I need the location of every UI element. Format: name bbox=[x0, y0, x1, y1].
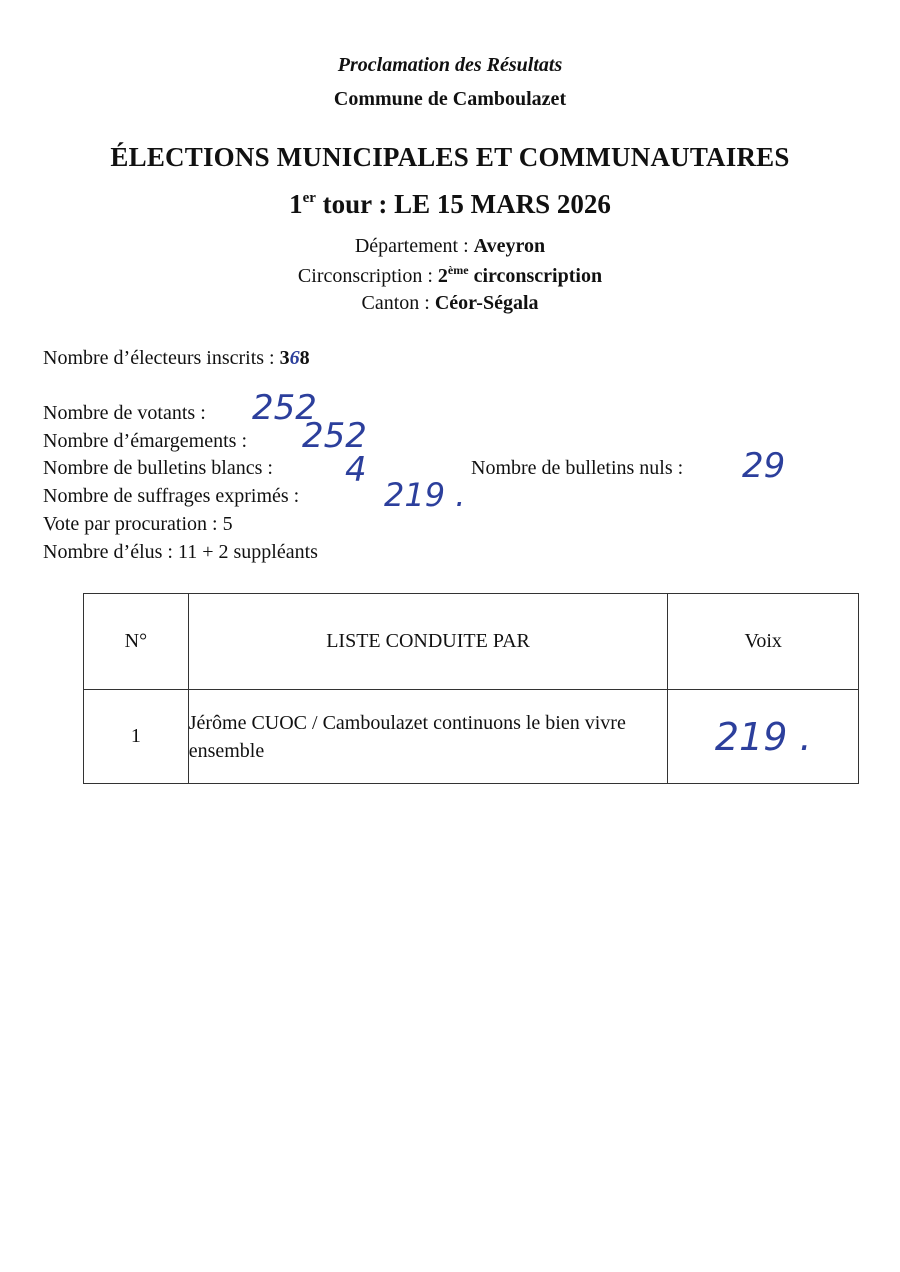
emargements-line bbox=[43, 430, 247, 453]
tour-number: 1 bbox=[289, 189, 303, 219]
table-row bbox=[84, 690, 859, 784]
exprimes-line bbox=[43, 485, 299, 508]
votants-line bbox=[43, 402, 206, 425]
blancs-line bbox=[43, 457, 273, 480]
circonscription-number: 2 bbox=[437, 265, 448, 287]
circonscription-text: circonscription bbox=[468, 265, 603, 287]
elections-title: ÉLECTIONS MUNICIPALES ET COMMUNAUTAIRES bbox=[110, 142, 790, 172]
tour-date-text: tour : LE 15 MARS 2026 bbox=[315, 189, 611, 219]
inscrits-label: Nombre d’électeurs inscrits : bbox=[43, 347, 280, 369]
tour-number-suffix: er bbox=[302, 190, 316, 206]
procuration-label: Vote par procuration : bbox=[43, 513, 223, 535]
row-liste: Jérôme CUOC / Camboulazet continuons le bien vivre ensemble bbox=[188, 690, 668, 784]
votants-label: Nombre de votants : bbox=[43, 402, 206, 424]
elus-label: Nombre d’élus : bbox=[43, 541, 178, 563]
votants-value: 252 bbox=[252, 388, 317, 428]
inscrits-digit-3: 8 bbox=[299, 347, 310, 369]
row-voix: 219 . bbox=[714, 714, 812, 759]
canton-value: Céor-Ségala bbox=[434, 292, 539, 314]
circonscription-suffix: ème bbox=[447, 263, 469, 277]
exprimes-label: Nombre de suffrages exprimés : bbox=[43, 485, 300, 507]
header-liste: LISTE CONDUITE PAR bbox=[188, 594, 668, 690]
blancs-value: 4 bbox=[345, 450, 367, 490]
departement-label: Département : bbox=[354, 235, 474, 257]
table-header-row bbox=[84, 594, 859, 690]
inscrits-digit-corrected: 6 bbox=[289, 347, 300, 369]
circonscription-label: Circonscription : bbox=[297, 265, 438, 287]
proclamation-title: Proclamation des Résultats bbox=[337, 54, 563, 76]
header-voix: Voix bbox=[668, 594, 859, 690]
circonscription-line bbox=[0, 263, 900, 288]
results-table bbox=[83, 593, 859, 784]
exprimes-value: 219 . bbox=[384, 476, 466, 514]
nuls-value: 29 bbox=[742, 446, 786, 486]
commune-name: Commune de Camboulazet bbox=[333, 88, 567, 110]
nuls-label: Nombre de bulletins nuls : bbox=[471, 457, 684, 479]
inscrits-line bbox=[43, 347, 310, 370]
departement-value: Aveyron bbox=[473, 235, 546, 257]
row-voix-cell bbox=[668, 690, 859, 784]
canton-line bbox=[0, 292, 900, 315]
departement-line bbox=[0, 235, 900, 258]
canton-label: Canton : bbox=[361, 292, 435, 314]
header-num: N° bbox=[84, 594, 189, 690]
elus-line bbox=[43, 541, 318, 564]
procuration-line bbox=[43, 513, 233, 536]
elus-value: 11 + 2 suppléants bbox=[177, 541, 318, 563]
tour-date bbox=[0, 189, 900, 220]
blancs-label: Nombre de bulletins blancs : bbox=[43, 457, 273, 479]
row-num: 1 bbox=[84, 690, 189, 784]
emargements-label: Nombre d’émargements : bbox=[43, 430, 248, 452]
emargements-value: 252 bbox=[302, 416, 367, 456]
inscrits-digit-1: 3 bbox=[279, 347, 290, 369]
procuration-value: 5 bbox=[222, 513, 233, 535]
